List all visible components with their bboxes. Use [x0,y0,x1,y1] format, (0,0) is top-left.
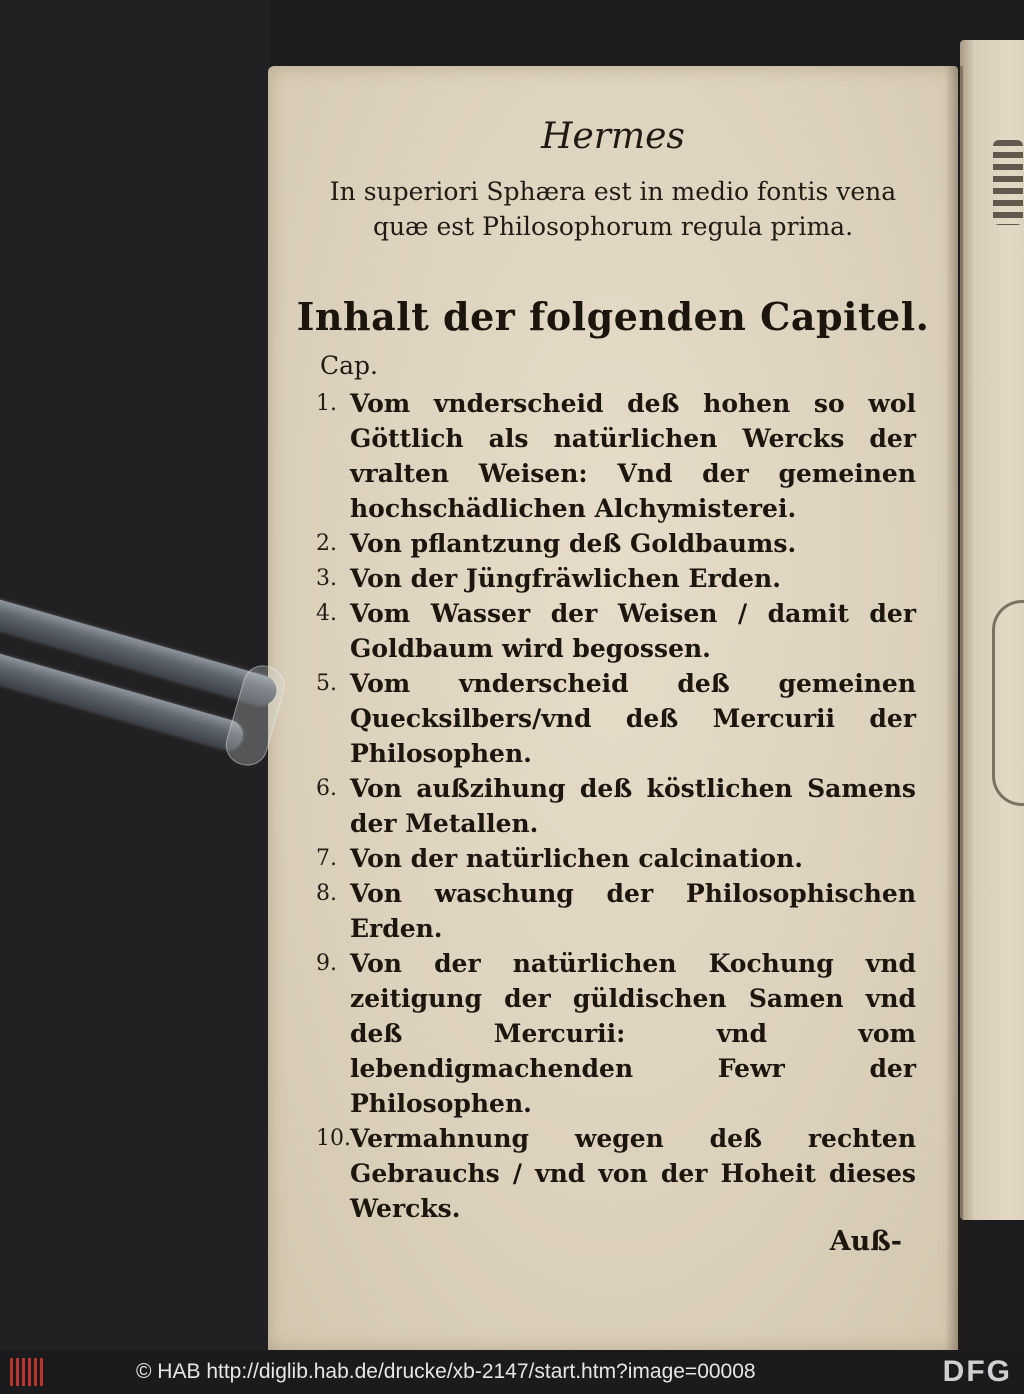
chapter-title: Vermahnung wegen deß rechten Gebrauchs / vnd von der Hoheit dieses Wercks. [350,1124,916,1223]
library-logo-icon [10,1358,44,1386]
chapter-title: Von außzihung deß köstlichen Samens der Metallen. [350,774,916,838]
chapter-item [316,841,916,876]
chapter-item [316,1121,916,1226]
chapter-item [316,946,916,1121]
catchword: Auß- [829,1226,902,1257]
chapter-title: Von der natürlichen calcination. [350,844,803,873]
chapter-item [316,666,916,771]
chapter-item [316,771,916,841]
chapter-number: 5. [316,671,337,696]
footer-copyright-link[interactable]: © HAB http://diglib.hab.de/drucke/xb-2147/start.htm?image=00008 [136,1360,756,1383]
motto-text: In superiori Sphæra est in medio fontis vena quæ est Philosophorum regula prima. [329,177,897,241]
chapter-item [316,876,916,946]
facing-page-initial-icon [992,600,1024,806]
chapter-number: 8. [316,881,337,906]
chapter-list [316,386,916,1226]
chapter-item [316,526,916,561]
toc-title: Inhalt der folgenden Capitel. [296,294,930,339]
chapter-title: Von waschung der Philosophischen Erden. [350,879,916,943]
chapter-item [316,561,916,596]
chapter-title: Vom Wasser der Weisen / damit der Goldbaum wird begossen. [350,599,916,663]
chapter-title: Von der natürlichen Kochung vnd zeitigung der güldischen Samen vnd deß Mercurii: vnd vom lebendigmachenden Fewr der Philosophen. [350,949,916,1118]
chapter-title: Von pflantzung deß Goldbaums. [350,529,797,558]
chapter-number: 3. [316,566,337,591]
dfg-logo: DFG [942,1355,1012,1388]
chapter-item [316,596,916,666]
chapter-number: 10. [316,1126,351,1151]
chapter-item [316,386,916,526]
chapter-number: 2. [316,531,337,556]
gutter-shadow [945,66,963,1350]
footer-bar [0,1350,1024,1394]
chapter-number: 6. [316,776,337,801]
chapter-number: 4. [316,601,337,626]
chapter-number: 9. [316,951,337,976]
page-heading: Hermes [541,116,685,157]
cap-label: Cap. [320,351,378,380]
chapter-title: Vom vnderscheid deß gemeinen Quecksilbers/vnd deß Mercurii der Philosophen. [350,669,916,768]
chapter-number: 7. [316,846,337,871]
book-page [268,66,958,1350]
chapter-number: 1. [316,391,337,416]
facing-page-ornament-icon [993,140,1023,225]
chapter-title: Vom vnderscheid deß hohen so wol Göttlich als natürlichen Wercks der vralten Weisen: Vnd der gemeinen hochschädlichen Alchymisterei. [350,389,916,523]
chapter-title: Von der Jüngfräwlichen Erden. [350,564,781,593]
